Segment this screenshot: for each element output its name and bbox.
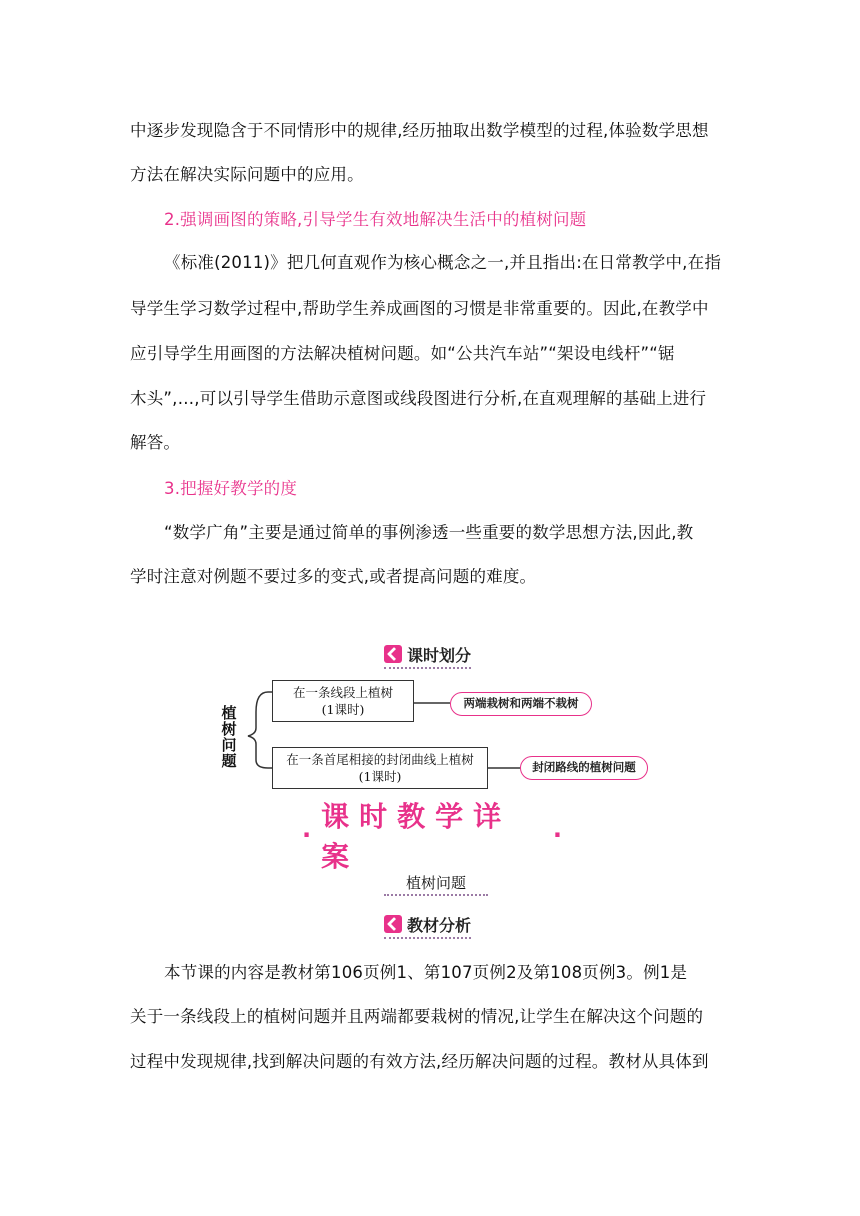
paragraph-line: 木头”,…,可以引导学生借助示意图或线段图进行分析,在直观理解的基础上进行 xyxy=(130,389,707,408)
paragraph-line: 过程中发现规律,找到解决问题的有效方法,经历解决问题的过程。教材从具体到 xyxy=(130,1052,709,1071)
branch-box-1 xyxy=(272,680,414,722)
material-analysis-title: 教材分析 xyxy=(407,915,472,935)
branch-box-2 xyxy=(272,747,488,789)
paragraph-line: 本节课的内容是教材第106页例1、第107页例2及第108页例3。例1是 xyxy=(164,963,688,982)
material-analysis-header xyxy=(384,912,471,939)
detailed-plan-banner xyxy=(292,800,572,873)
paragraph-line: 导学生学习数学过程中,帮助学生养成画图的习惯是非常重要的。因此,在教学中 xyxy=(130,299,709,318)
branch-2-period: (1课时) xyxy=(358,769,402,784)
paragraph-line: 应引导学生用画图的方法解决植树问题。如“公共汽车站”“架设电线杆”“锯 xyxy=(130,344,675,363)
branch-2-title: 在一条首尾相接的封闭曲线上植树 xyxy=(286,752,474,767)
bookmark-icon xyxy=(384,645,402,663)
branch-1-note: 两端栽树和两端不栽树 xyxy=(450,692,592,716)
diagram-root-label: 植树问题 xyxy=(221,704,237,770)
section-heading-3: 3.把握好教学的度 xyxy=(164,479,298,498)
branch-1-period: (1课时) xyxy=(321,702,365,717)
banner-dot-right: · xyxy=(552,821,562,849)
bookmark-icon xyxy=(384,915,402,933)
banner-title: 课时教学详案 xyxy=(321,800,512,873)
paragraph-line: 《标准(2011)》把几何直观作为核心概念之一,并且指出:在日常教学中,在指 xyxy=(164,253,722,272)
lesson-diagram xyxy=(210,672,660,802)
paragraph-line: 学时注意对例题不要过多的变式,或者提高问题的难度。 xyxy=(130,567,537,586)
paragraph-line: 中逐步发现隐含于不同情形中的规律,经历抽取出数学模型的过程,体验数学思想 xyxy=(130,121,709,140)
lesson-title: 植树问题 xyxy=(384,872,488,896)
paragraph-line: 方法在解决实际问题中的应用。 xyxy=(130,165,364,184)
lesson-division-header xyxy=(384,642,471,669)
branch-1-title: 在一条线段上植树 xyxy=(292,685,393,700)
branch-2-note: 封闭路线的植树问题 xyxy=(520,756,648,780)
section-heading-2: 2.强调画图的策略,引导学生有效地解决生活中的植树问题 xyxy=(164,210,587,229)
lesson-division-title: 课时划分 xyxy=(407,645,472,665)
paragraph-line: 关于一条线段上的植树问题并且两端都要栽树的情况,让学生在解决这个问题的 xyxy=(130,1007,704,1026)
paragraph-line: “数学广角”主要是通过简单的事例渗透一些重要的数学思想方法,因此,教 xyxy=(164,523,694,542)
banner-dot-left: · xyxy=(302,821,312,849)
paragraph-line: 解答。 xyxy=(130,433,181,452)
